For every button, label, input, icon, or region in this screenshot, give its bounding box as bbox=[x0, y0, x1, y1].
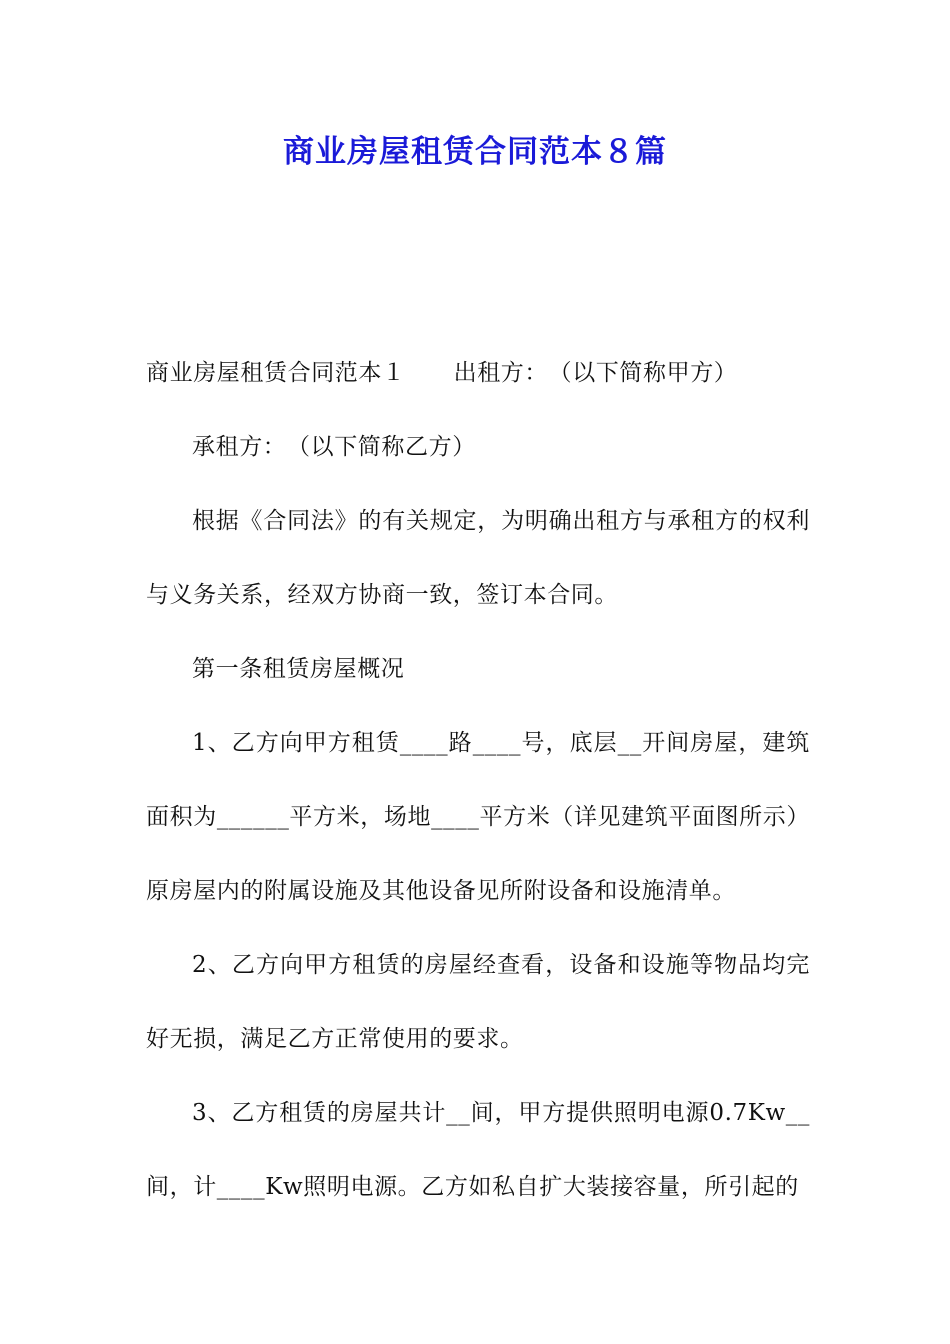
clause-1: 1、乙方向甲方租赁____路____号，底层__开间房屋，建筑面积为______平方米，场地____平方米（详见建筑平面图所示）原房屋内的附属设施及其他设备见所附设备和设施清单。 bbox=[146, 730, 810, 904]
document-title: 商业房屋租赁合同范本８篇 bbox=[283, 134, 667, 170]
lessee-line: 承租方： （以下简称乙方） bbox=[192, 434, 476, 460]
document-body bbox=[146, 336, 810, 1224]
lessor-line: 出租方： （以下简称甲方） bbox=[453, 360, 738, 386]
clause-3: 3、乙方租赁的房屋共计__间，甲方提供照明电源0.7Kw__间，计____Kw照明电源。乙方如私自扩大装接容量，所引起的 bbox=[146, 1100, 810, 1200]
contract-heading: 商业房屋租赁合同范本１ bbox=[146, 360, 406, 386]
clause-2: 2、乙方向甲方租赁的房屋经查看，设备和设施等物品均完好无损，满足乙方正常使用的要求。 bbox=[146, 952, 810, 1052]
contract-first-line bbox=[146, 336, 810, 410]
article-one-heading: 第一条租赁房屋概况 bbox=[192, 656, 405, 682]
preamble-paragraph: 根据《合同法》的有关规定，为明确出租方与承租方的权利与义务关系，经双方协商一致，签订本合同。 bbox=[146, 508, 810, 608]
